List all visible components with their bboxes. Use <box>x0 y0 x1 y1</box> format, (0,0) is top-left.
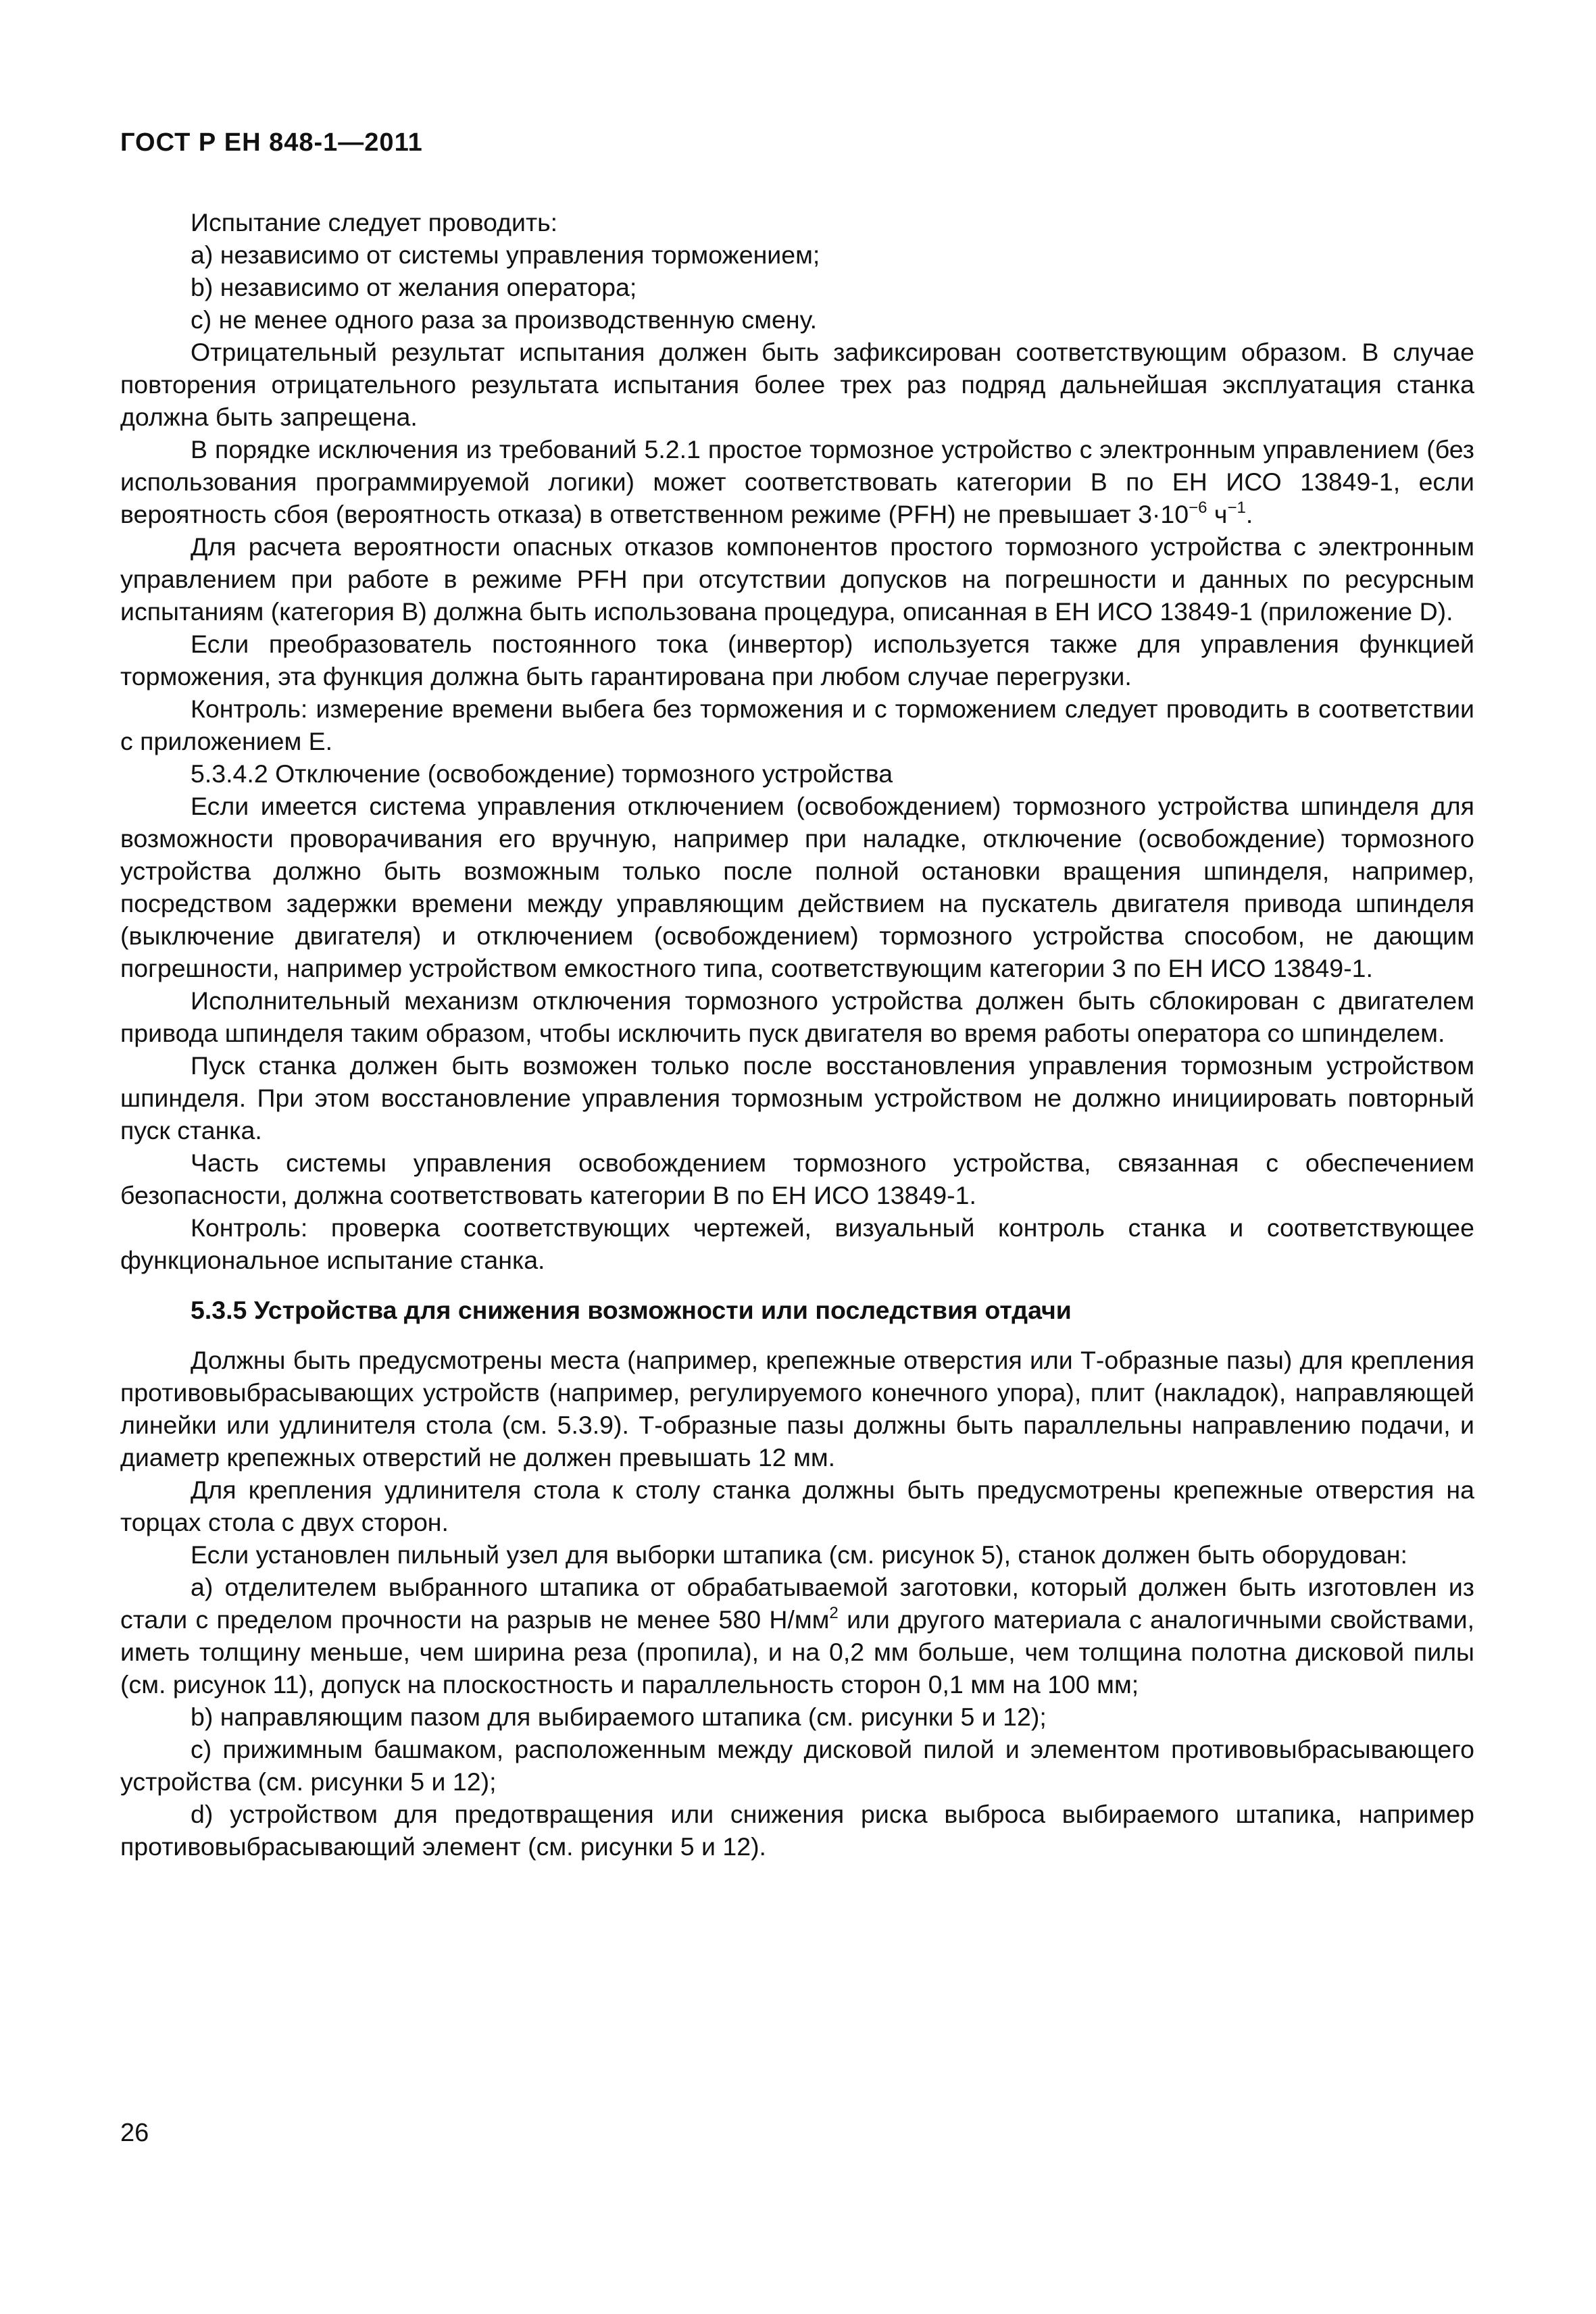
list-item: с) прижимным башмаком, расположенным между дисковой пилой и элементом противовыбрасывающего устройства (см. рисунки 5 и 12); <box>120 1735 1474 1796</box>
page-number: 26 <box>120 2119 149 2147</box>
paragraph: Отрицательный результат испытания должен быть зафиксирован соответствующим образом. В случае повторения отрицательного результата испытания более трех раз подряд дальнейшая эксплуатация станка должна быть запрещена. <box>120 338 1474 431</box>
list-item: а) независимо от системы управления торможением; <box>191 241 820 269</box>
text-run: ч <box>1207 500 1228 528</box>
document-standard-title: ГОСТ Р ЕН 848-1—2011 <box>120 128 423 157</box>
paragraph: Если преобразователь постоянного тока (инвертор) используется также для управления функцией торможения, эта функция должна быть гарантирована при любом случае перегрузки. <box>120 630 1474 690</box>
paragraph: Испытание следует проводить: <box>191 208 558 236</box>
paragraph: Если имеется система управления отключением (освобождением) тормозного устройства шпинделя для возможности проворачивания его вручную, например при наладке, отключение (освобождение) тормозного устройства должно быть возможным только после полной остановки вращения шпинделя, например, посредством задержки времени между управляющим действием на пускатель двигателя привода шпинделя (выключение двигателя) и отключением (освобождением) тормозного устройства способом, не дающим погрешности, например устройством емкостного типа, соответствующим категории 3 по ЕН ИСО 13849-1. <box>120 792 1474 982</box>
paragraph: Пуск станка должен быть возможен только после восстановления управления тормозным устройством шпинделя. При этом восстановление управления тормозным устройством не должно инициировать повторный пуск станка. <box>120 1051 1474 1145</box>
list-item: b) независимо от желания оператора; <box>191 273 637 301</box>
text-run: . <box>1245 500 1253 528</box>
document-body <box>120 206 1474 1863</box>
paragraph: Контроль: измерение времени выбега без торможения и с торможением следует проводить в соответствии с приложением Е. <box>120 695 1474 755</box>
superscript: 2 <box>829 1604 839 1622</box>
paragraph: Исполнительный механизм отключения тормозного устройства должен быть сблокирован с двигателем привода шпинделя таким образом, чтобы исключить пуск двигателя во время работы оператора со шпинделем. <box>120 986 1474 1047</box>
subsection-heading: 5.3.4.2 Отключение (освобождение) тормозного устройства <box>191 759 893 788</box>
list-item: d) устройством для предотвращения или снижения риска выброса выбираемого штапика, например противовыбрасывающий элемент (см. рисунки 5 и 12). <box>120 1800 1474 1861</box>
list-item: b) направляющим пазом для выбираемого штапика (см. рисунки 5 и 12); <box>191 1703 1047 1731</box>
paragraph <box>120 433 1474 530</box>
list-item: с) не менее одного раза за производственную смену. <box>191 305 818 334</box>
list-item <box>120 1571 1474 1701</box>
text-run: а) отделителем выбранного штапика от обрабатываемой заготовки, который должен быть изготовлен из стали с пределом прочности на разрыв не менее 580 Н/мм <box>120 1573 1474 1634</box>
superscript: −1 <box>1227 499 1246 517</box>
paragraph: Должны быть предусмотрены места (например, крепежные отверстия или Т-образные пазы) для крепления противовыбрасывающих устройств (например, регулируемого конечного упора), плит (накладок), направляющей линейки или удлинителя стола (см. 5.3.9). Т-образные пазы должны быть параллельны направлению подачи, и диаметр крепежных отверстий не должен превышать 12 мм. <box>120 1346 1474 1472</box>
text-run: или другого материала с аналогичными свойствами, иметь толщину меньше, чем ширина реза (пропила), и на 0,2 мм больше, чем толщина полотна дисковой пилы (см. рисунок 11), допуск на плоскостность и параллельность сторон 0,1 мм на 100 мм; <box>120 1605 1474 1699</box>
superscript: −6 <box>1189 499 1207 517</box>
paragraph: Если установлен пильный узел для выборки штапика (см. рисунок 5), станок должен быть оборудован: <box>191 1540 1407 1569</box>
text-run: В порядке исключения из требований 5.2.1 простое тормозное устройство с электронным управлением (без использования программируемой логики) может соответствовать категории В по ЕН ИСО 13849-1, если вероятность сбоя (вероятность отказа) в ответственном режиме (PFH) не превышает 3·10 <box>120 435 1474 528</box>
paragraph: Контроль: проверка соответствующих чертежей, визуальный контроль станка и соответствующее функциональное испытание станка. <box>120 1213 1474 1274</box>
section-heading: 5.3.5 Устройства для снижения возможности или последствия отдачи <box>191 1296 1072 1324</box>
paragraph: Для расчета вероятности опасных отказов компонентов простого тормозного устройства с электронным управлением при работе в режиме PFH при отсутствии допусков на погрешности и данных по ресурсным испытаниям (категория В) должна быть использована процедура, описанная в ЕН ИСО 13849-1 (приложение D). <box>120 532 1474 626</box>
paragraph: Для крепления удлинителя стола к столу станка должны быть предусмотрены крепежные отверстия на торцах стола с двух сторон. <box>120 1476 1474 1536</box>
paragraph: Часть системы управления освобождением тормозного устройства, связанная с обеспечением безопасности, должна соответствовать категории В по ЕН ИСО 13849-1. <box>120 1149 1474 1209</box>
